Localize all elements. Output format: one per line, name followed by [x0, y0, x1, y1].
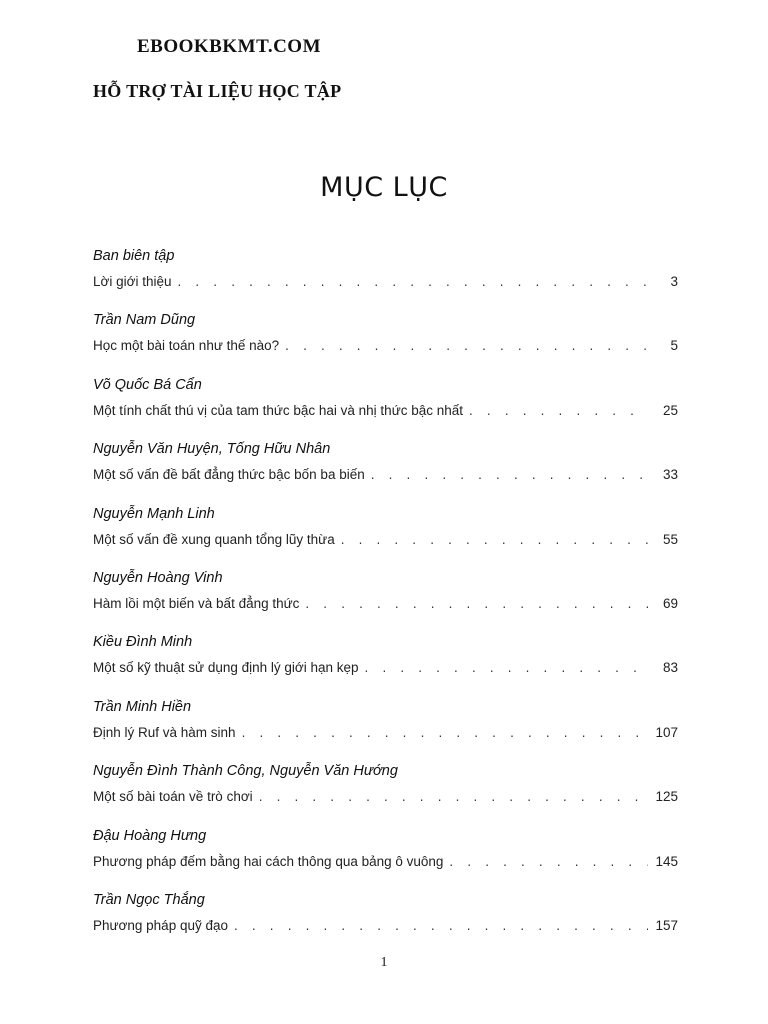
- entry-title: Phương pháp đếm bằng hai cách thông qua bảng ô vuông: [93, 853, 444, 869]
- entry-author: Nguyễn Hoàng Vinh: [93, 569, 223, 586]
- entry-line[interactable]: [93, 789, 678, 804]
- entry-line[interactable]: [93, 338, 678, 353]
- dot-leader: [234, 918, 648, 933]
- entry-title: Định lý Ruf và hàm sinh: [93, 724, 236, 740]
- entry-page: 125: [655, 789, 678, 805]
- dot-leader: [178, 274, 649, 289]
- entry-author: Nguyễn Văn Huyện, Tống Hữu Nhân: [93, 441, 331, 458]
- dot-leader: [365, 660, 648, 675]
- entry-title: Lời giới thiệu: [93, 274, 172, 289]
- entry-line[interactable]: [93, 660, 678, 675]
- entry-author: Nguyễn Mạnh Linh: [93, 505, 215, 522]
- toc-entry: [93, 373, 678, 437]
- entry-page: 107: [655, 724, 678, 740]
- dot-leader: [242, 725, 648, 740]
- toc-entry: [93, 630, 678, 694]
- entry-line[interactable]: [93, 596, 678, 611]
- entry-line[interactable]: [93, 918, 678, 933]
- entry-line[interactable]: [93, 403, 678, 418]
- entry-title: Phương pháp quỹ đạo: [93, 917, 228, 933]
- entry-title: Một số bài toán về trò chơi: [93, 789, 253, 805]
- page-title: MỤC LỤC: [320, 172, 448, 203]
- dot-leader: [285, 338, 648, 353]
- toc-entry: [93, 244, 678, 308]
- entry-page: 5: [670, 338, 678, 354]
- dot-leader: [305, 596, 648, 611]
- entry-page: 157: [655, 917, 678, 933]
- site-name: EBOOKBKMT.COM: [137, 36, 322, 57]
- entry-author: Kiều Đình Minh: [93, 634, 193, 651]
- toc-entry: [93, 566, 678, 630]
- entry-page: 25: [662, 402, 678, 418]
- entry-title: Một số vấn đề bất đẳng thức bậc bốn ba biến: [93, 467, 365, 483]
- dot-leader: [469, 403, 648, 418]
- entry-page: 83: [662, 660, 678, 676]
- toc-entry: [93, 502, 678, 566]
- entry-author: Đậu Hoàng Hưng: [93, 827, 207, 844]
- dot-leader: [371, 467, 648, 482]
- entry-title: Học một bài toán như thế nào?: [93, 338, 280, 354]
- entry-author: Võ Quốc Bá Cẩn: [93, 376, 202, 393]
- entry-title: Hàm lồi một biến và bất đẳng thức: [93, 595, 300, 611]
- entry-author: Ban biên tập: [93, 248, 175, 264]
- entry-line[interactable]: [93, 532, 678, 547]
- toc-entry: [93, 824, 678, 888]
- dot-leader: [341, 532, 648, 547]
- table-of-contents: [93, 244, 678, 952]
- toc-entry: [93, 888, 678, 952]
- toc-entry: [93, 759, 678, 823]
- entry-line[interactable]: [93, 725, 678, 740]
- entry-page: 55: [662, 531, 678, 547]
- entry-author: Trần Minh Hiền: [93, 698, 192, 715]
- dot-leader: [259, 789, 648, 804]
- page-number: 1: [380, 955, 388, 970]
- toc-entry: [93, 437, 678, 501]
- entry-line[interactable]: [93, 274, 678, 289]
- entry-page: 69: [662, 595, 678, 611]
- entry-page: 3: [670, 274, 678, 289]
- dot-leader: [449, 854, 648, 869]
- site-tagline: HỖ TRỢ TÀI LIỆU HỌC TẬP: [93, 81, 342, 101]
- entry-page: 145: [655, 853, 678, 869]
- entry-title: Một tính chất thú vị của tam thức bậc hai và nhị thức bậc nhất: [93, 402, 464, 418]
- entry-line[interactable]: [93, 467, 678, 482]
- entry-author: Trần Nam Dũng: [93, 312, 196, 329]
- entry-page: 33: [662, 467, 678, 483]
- entry-title: Một số vấn đề xung quanh tổng lũy thừa: [93, 531, 335, 547]
- entry-author: Trần Ngọc Thắng: [93, 891, 205, 908]
- entry-author: Nguyễn Đình Thành Công, Nguyễn Văn Hướng: [93, 763, 398, 780]
- toc-entry: [93, 308, 678, 372]
- entry-title: Một số kỹ thuật sử dụng định lý giới hạn kẹp: [93, 660, 359, 676]
- toc-entry: [93, 695, 678, 759]
- entry-line[interactable]: [93, 854, 678, 869]
